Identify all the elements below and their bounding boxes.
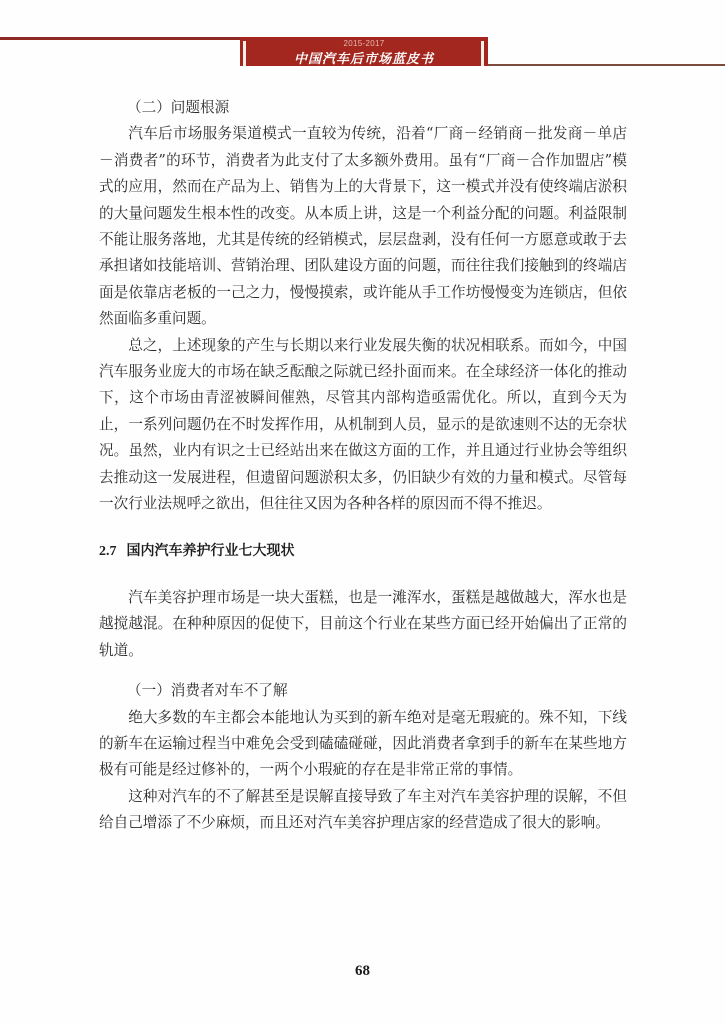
header-rule-left: [0, 37, 242, 40]
section-heading: [99, 538, 627, 565]
section-title: 国内汽车养护行业七大现状: [126, 542, 295, 559]
page-number: 68: [355, 963, 370, 979]
header-rule-right: [488, 64, 725, 66]
paragraph: 绝大多数的车主都会本能地认为买到的新车绝对是毫无瑕疵的。殊不知，下线的新车在运输过程当中难免会受到磕磕碰碰，因此消费者拿到手的新车在某些地方极有可能是经过修补的，一两个小瑕疵的存在是非常正常的事情。: [99, 708, 627, 779]
paragraph: 这种对汽车的不了解甚至是误解直接导致了车主对汽车美容护理的误解，不但给自己增添了不少麻烦，而且还对汽车美容护理店家的经营造成了很大的影响。: [99, 787, 627, 832]
section-number: 2.7: [99, 543, 117, 559]
banner-divider-right: [481, 41, 484, 66]
header-banner: [240, 37, 488, 66]
subsection-heading-problem-roots: （二）问题根源: [127, 99, 230, 116]
banner-years: 2015-2017: [343, 39, 385, 48]
banner-title: 中国汽车后市场蓝皮书: [293, 52, 434, 67]
subsection-heading-consumer-knowledge: （一）消费者对车不了解: [127, 682, 288, 700]
paragraph: 汽车后市场服务渠道模式一直较为传统，沿着“厂商－经销商－批发商－单店－消费者”的环节，消费者为此支付了太多额外费用。虽有“厂商－合作加盟店”模式的应用，然而在产品为上、销售为上的大背景下，这一模式并没有使终端店淤积的大量问题发生根本性的改变。从本质上讲，这是一个利益分配的问题。利益限制不能让服务落地，尤其是传统的经销模式，层层盘剥，没有任何一方愿意或敢于去承担诸如技能培训、营销治理、团队建设方面的问题，而往往我们接触到的终端店面是依靠店老板的一己之力，慢慢摸索，或许能从手工作坊慢慢变为连锁店，但依然面临多重问题。: [99, 125, 627, 328]
page-body: [99, 95, 627, 837]
paragraph: 汽车美容护理市场是一块大蛋糕，也是一滩浑水，蛋糕是越做越大，浑水也是越搅越混。在种种原因的促使下，目前这个行业在某些方面已经开始偏出了正常的轨道。: [99, 588, 627, 659]
paragraph: 总之，上述现象的产生与长期以来行业发展失衡的状况相联系。而如今，中国汽车服务业庞大的市场在缺乏酝酿之际就已经扑面而来。在全球经济一体化的推动下，这个市场由青涩被瞬间催熟，尽管其内部构造亟需优化。所以，直到今天为止，一系列问题仍在不时发挥作用，从机制到人员，显示的是欲速则不达的无奈状况。虽然，业内有识之士已经站出来在做这方面的工作，并且通过行业协会等组织去推动这一发展进程，但遗留问题淤积太多，仍旧缺少有效的力量和模式。尽管每一次行业法规呼之欲出，但往往又因为各种各样的原因而不得不推迟。: [99, 336, 627, 513]
